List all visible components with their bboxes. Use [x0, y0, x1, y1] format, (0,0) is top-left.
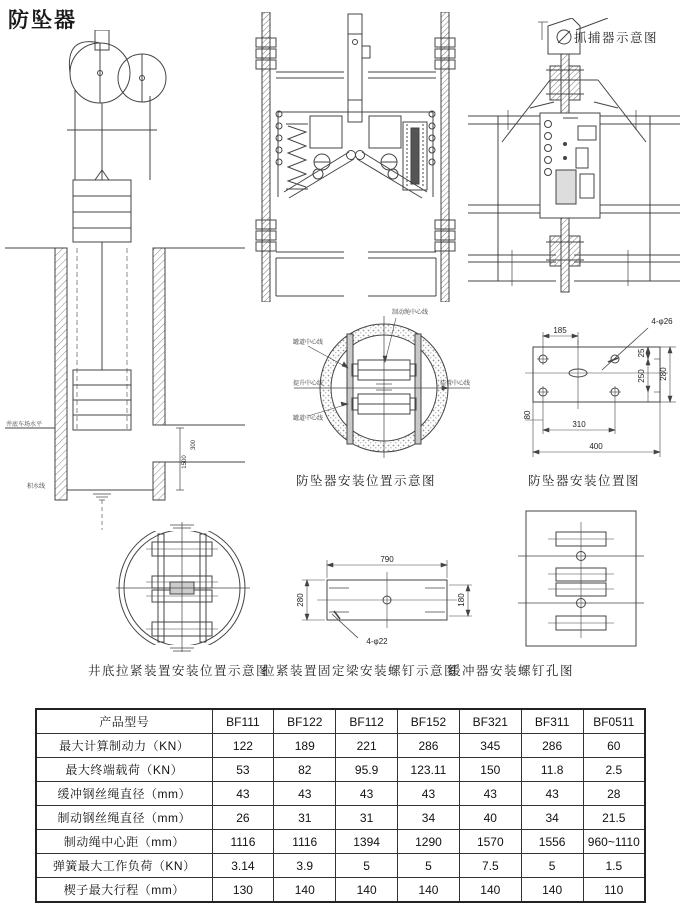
spec-header-cell: 产品型号	[36, 709, 212, 734]
spec-row-label: 最大终端载荷（KN）	[36, 758, 212, 782]
spec-value-cell: 43	[521, 782, 583, 806]
spec-table-row	[36, 854, 645, 878]
shaft-dim-b: 300	[191, 439, 197, 451]
spec-table	[35, 708, 646, 903]
spec-value-cell: 150	[459, 758, 521, 782]
top-beam	[276, 72, 436, 78]
spec-table-row	[36, 782, 645, 806]
spec-table-row	[36, 806, 645, 830]
spec-header-cell: BF321	[459, 709, 521, 734]
spec-value-cell: 1116	[212, 830, 274, 854]
spec-row-label: 楔子最大行程（mm）	[36, 878, 212, 903]
spec-header-cell: BF112	[336, 709, 398, 734]
pit-level-label: 井底车场水平	[6, 422, 43, 428]
spec-table-body	[36, 709, 645, 902]
spec-row-label: 最大计算制动力（KN）	[36, 734, 212, 758]
dim-25: 25	[637, 348, 646, 358]
spec-value-cell: 3.14	[212, 854, 274, 878]
spec-value-cell: 140	[398, 878, 460, 903]
lower-beams	[468, 250, 680, 286]
spec-value-cell: 31	[336, 806, 398, 830]
shaft-dimensions	[176, 428, 197, 490]
spec-value-cell: 2.5	[583, 758, 645, 782]
dim-4-holes: 4-φ26	[651, 317, 673, 326]
spec-value-cell: 43	[212, 782, 274, 806]
spec-value-cell: 122	[212, 734, 274, 758]
spec-value-cell: 1.5	[583, 854, 645, 878]
fixing-beam-caption: 拉紧装置固定梁安装螺钉示意图	[262, 664, 459, 678]
spec-value-cell: 5	[398, 854, 460, 878]
spec-value-cell: 43	[336, 782, 398, 806]
spec-value-cell: 1570	[459, 830, 521, 854]
label-guide-centerline-2: 罐道中心线	[293, 416, 324, 422]
cage	[73, 170, 131, 242]
dim-250: 250	[637, 369, 646, 383]
headframe-pulleys	[69, 30, 166, 103]
dim-4-phi22: 4-φ22	[366, 637, 388, 646]
spec-header-cell: BF311	[521, 709, 583, 734]
spec-value-cell: 345	[459, 734, 521, 758]
headframe-tower	[67, 90, 157, 180]
spec-value-cell: 34	[398, 806, 460, 830]
spec-value-cell: 26	[212, 806, 274, 830]
spec-value-cell: 189	[274, 734, 336, 758]
spec-value-cell: 221	[336, 734, 398, 758]
pit-bottom-level	[5, 425, 245, 530]
fall-arrester-assembly-drawing	[248, 12, 463, 302]
spec-value-cell: 286	[398, 734, 460, 758]
spec-table-row	[36, 734, 645, 758]
dim-185: 185	[553, 326, 567, 335]
shaft-walls	[5, 242, 245, 500]
spec-value-cell: 5	[521, 854, 583, 878]
spec-value-cell: 140	[521, 878, 583, 903]
spec-value-cell: 1556	[521, 830, 583, 854]
spec-value-cell: 5	[336, 854, 398, 878]
catcher-mechanism	[540, 113, 600, 218]
dim-lines	[525, 332, 676, 457]
label-device-centerline: 装置中心线	[440, 381, 471, 387]
spec-value-cell: 130	[212, 878, 274, 903]
left-brake-rope	[262, 12, 270, 302]
water-line-label: 积水线	[27, 484, 46, 490]
tensioner-caption: 井底拉紧装置安装位置示意图	[88, 664, 271, 678]
spec-value-cell: 40	[459, 806, 521, 830]
spec-value-cell: 123.11	[398, 758, 460, 782]
bolt-holes	[537, 353, 621, 398]
label-brake-rope-centerline: 制动绳中心线	[392, 310, 429, 316]
buffer-caption: 缓冲器安装螺钉孔图	[448, 664, 575, 678]
spec-value-cell: 140	[459, 878, 521, 903]
spec-value-cell: 60	[583, 734, 645, 758]
spec-value-cell: 82	[274, 758, 336, 782]
spec-value-cell: 43	[398, 782, 460, 806]
fixing-beam-drawing	[272, 532, 480, 650]
dim-180-beam: 180	[457, 593, 466, 607]
dim-280-beam: 280	[296, 593, 305, 607]
page-title: 防坠器	[8, 9, 77, 32]
install-position-schematic-drawing	[292, 304, 472, 464]
spec-row-label: 制动钢丝绳直径（mm）	[36, 806, 212, 830]
spec-value-cell: 286	[521, 734, 583, 758]
tensioner-position-drawing	[112, 518, 252, 656]
spec-table-row	[36, 758, 645, 782]
spec-row-label: 缓冲钢丝绳直径（mm）	[36, 782, 212, 806]
catcher-caption: 抓捕器示意图	[574, 31, 659, 45]
spec-value-cell: 53	[212, 758, 274, 782]
spec-value-cell: 95.9	[336, 758, 398, 782]
spec-row-label: 制动绳中心距（mm）	[36, 830, 212, 854]
install-schematic-caption: 防坠器安装位置示意图	[296, 474, 437, 488]
spec-value-cell: 31	[274, 806, 336, 830]
wedge-boxes	[310, 116, 401, 170]
install-plate-drawing	[500, 312, 680, 470]
label-hoist-centerline: 提升中心线	[293, 381, 324, 387]
install-plate-caption: 防坠器安装位置图	[528, 474, 641, 488]
spec-value-cell: 43	[459, 782, 521, 806]
spec-value-cell: 1290	[398, 830, 460, 854]
spec-value-cell: 21.5	[583, 806, 645, 830]
spec-header-cell: BF122	[274, 709, 336, 734]
spec-value-cell: 110	[583, 878, 645, 903]
spec-table-row	[36, 830, 645, 854]
spec-value-cell: 140	[274, 878, 336, 903]
spec-value-cell: 960~1110	[583, 830, 645, 854]
spec-value-cell: 140	[336, 878, 398, 903]
label-guide-centerline-1: 罐道中心线	[293, 340, 324, 346]
spec-header-cell: BF0511	[583, 709, 645, 734]
spec-value-cell: 1394	[336, 830, 398, 854]
spec-value-cell: 28	[583, 782, 645, 806]
spec-table-header-row	[36, 709, 645, 734]
shaft-dim-a: 1500	[182, 455, 188, 469]
dim-790: 790	[380, 555, 394, 564]
spec-table-row	[36, 878, 645, 903]
dim-310: 310	[572, 420, 586, 429]
spec-header-cell: BF152	[398, 709, 460, 734]
spec-value-cell: 34	[521, 806, 583, 830]
dim-280: 280	[659, 367, 668, 381]
spec-value-cell: 7.5	[459, 854, 521, 878]
center-mast	[348, 14, 370, 122]
buffer-plate-drawing	[518, 506, 644, 652]
shaft-schematic-drawing	[5, 30, 245, 535]
spec-value-cell: 3.9	[274, 854, 336, 878]
catcher-drawing	[468, 18, 680, 303]
right-brake-rope	[441, 12, 449, 302]
spec-row-label: 弹簧最大工作负荷（KN）	[36, 854, 212, 878]
dim-80: 80	[523, 410, 532, 420]
bottom-frame	[276, 252, 436, 296]
spec-value-cell: 1116	[274, 830, 336, 854]
skip	[73, 370, 131, 430]
spec-header-cell: BF111	[212, 709, 274, 734]
spec-value-cell: 43	[274, 782, 336, 806]
spec-value-cell: 11.8	[521, 758, 583, 782]
dim-400: 400	[589, 442, 603, 451]
